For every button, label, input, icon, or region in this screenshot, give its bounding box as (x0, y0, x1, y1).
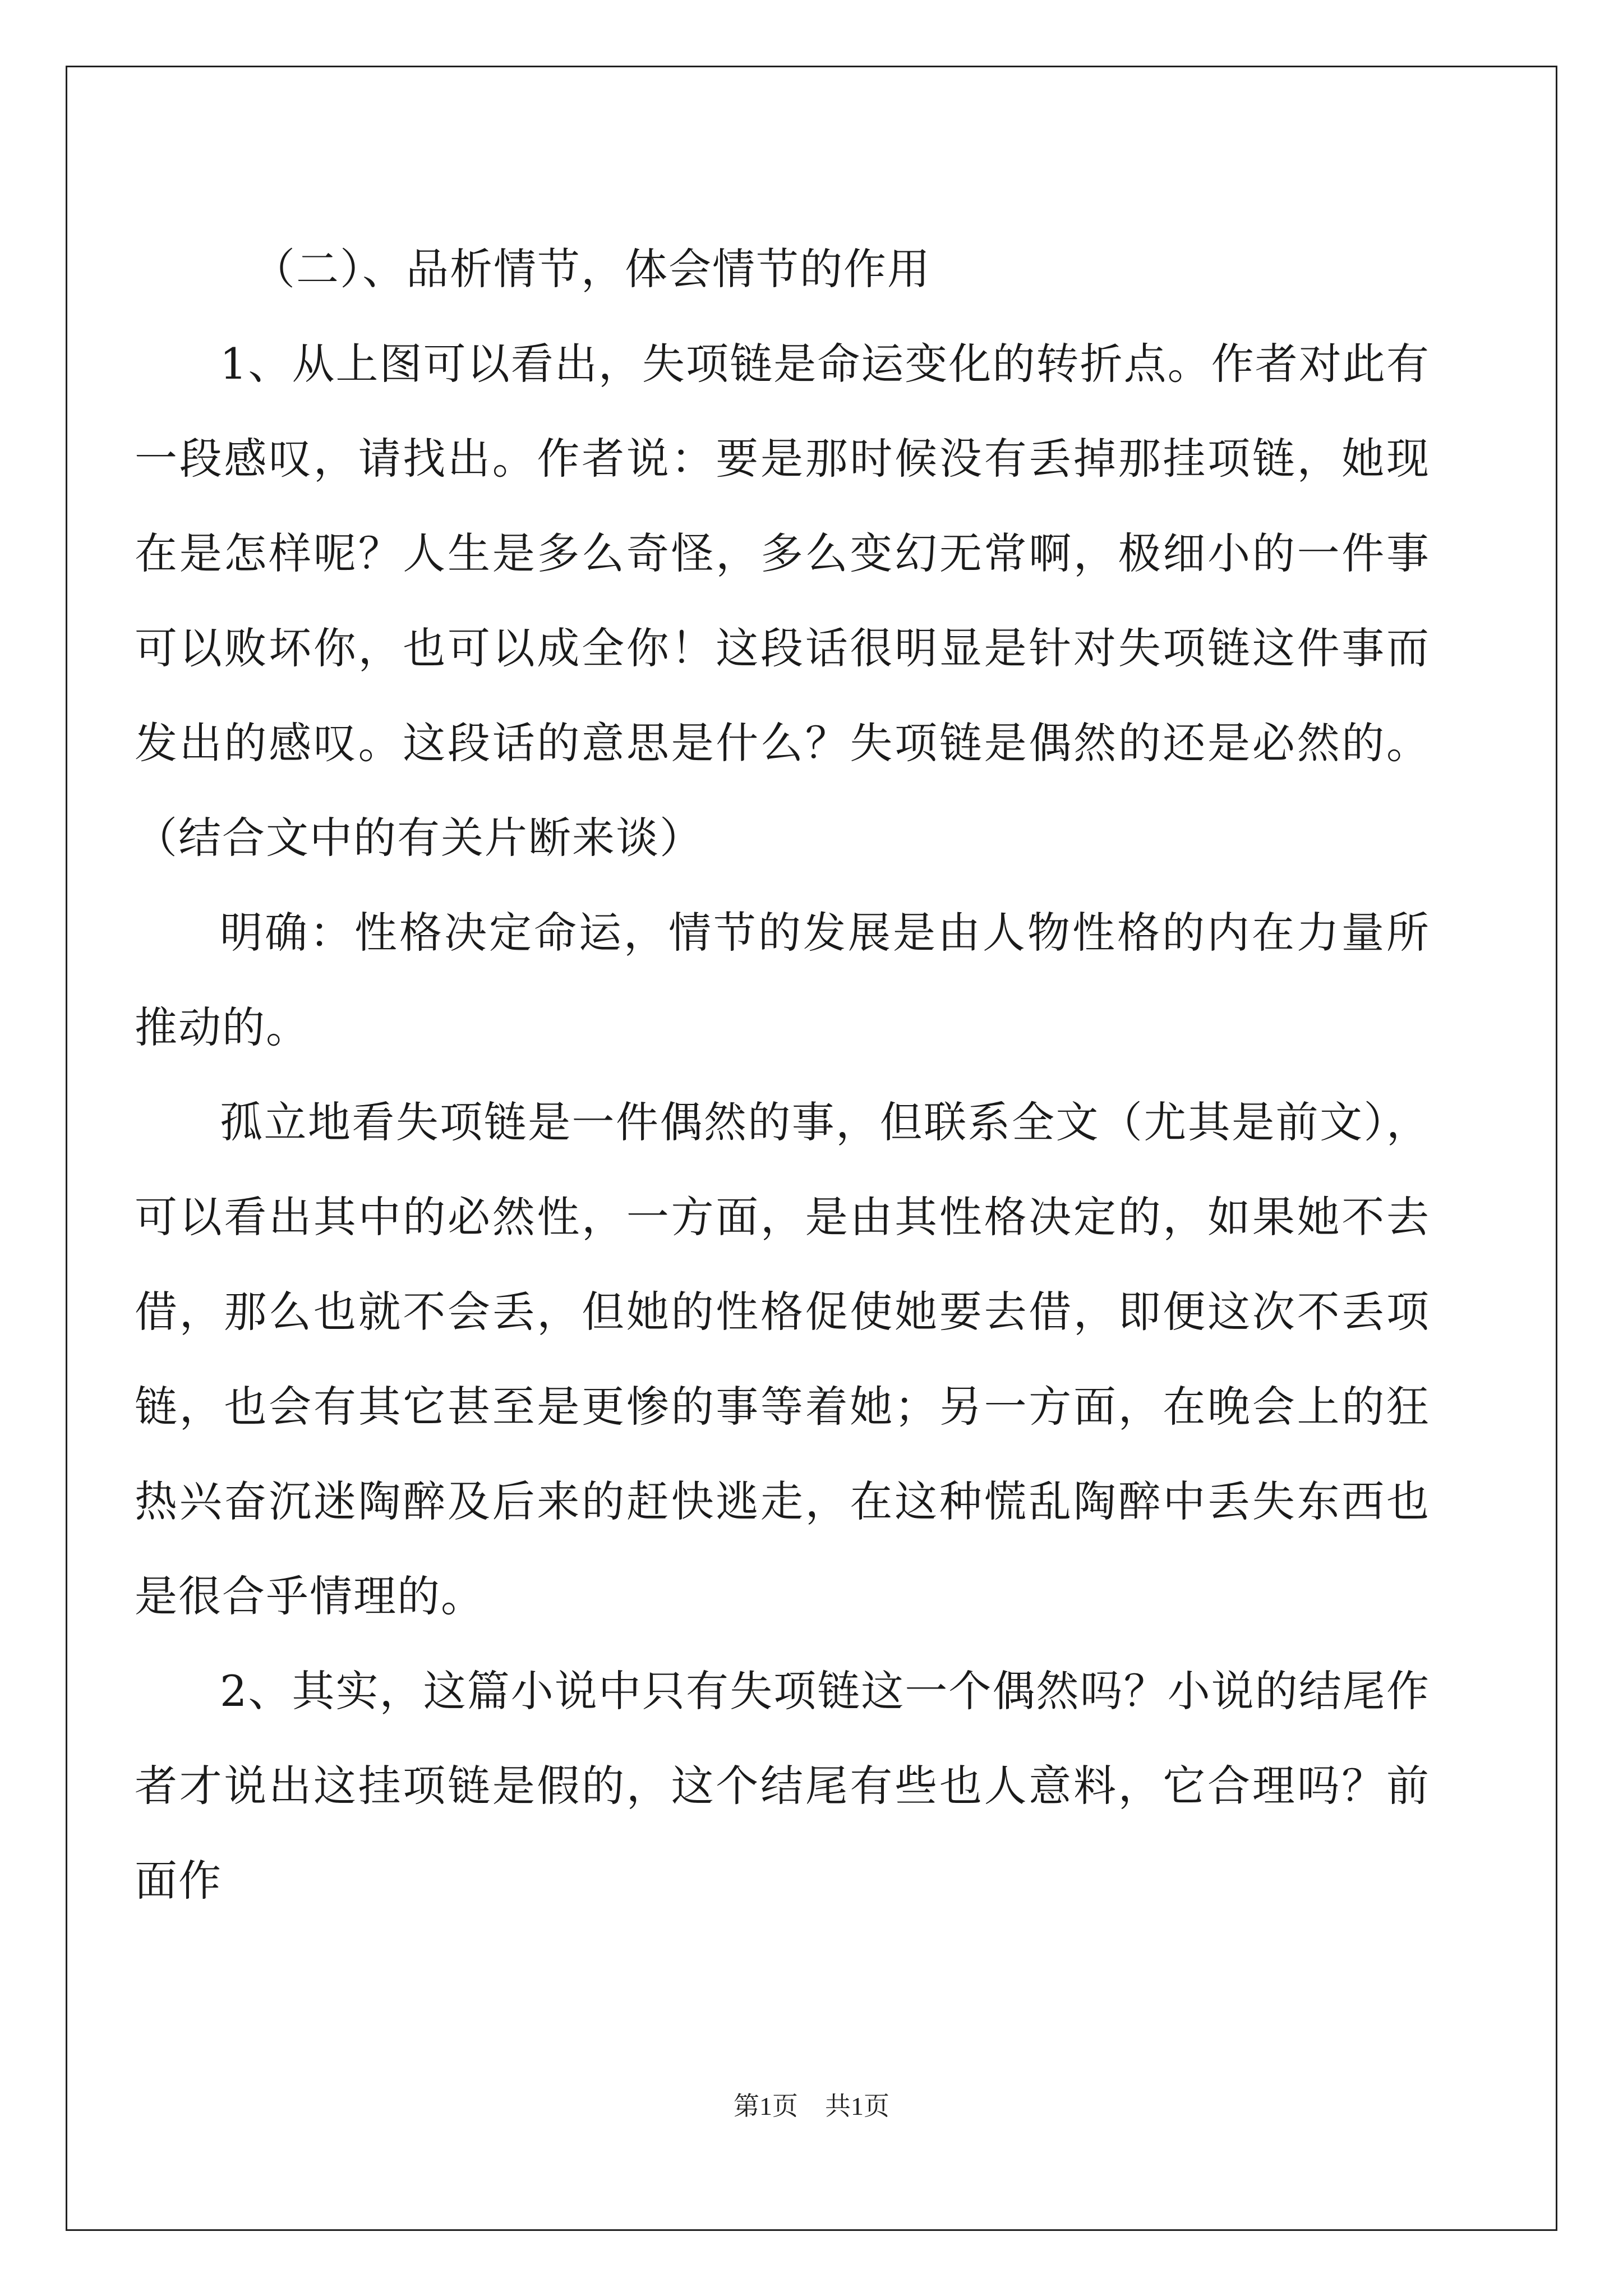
section-heading: （二）、品析情节，体会情节的作用 (252, 244, 931, 294)
page-footer (0, 2090, 1623, 2123)
paragraph-4: 2、其实，这篇小说中只有失项链这一个偶然吗？小说的结尾作者才说出这挂项链是假的，这个结尾有些也人意料，它合理吗？前面作 (135, 1666, 1430, 1906)
page-number-current: 第1页 (734, 2092, 798, 2120)
document-body (135, 222, 1430, 1928)
paragraph-1: 1、从上图可以看出，失项链是命运变化的转折点。作者对此有一段感叹，请找出。作者说：要是那时候没有丢掉那挂项链，她现在是怎样呢？人生是多么奇怪，多么变幻无常啊，极细小的一件事可以败坏你，也可以成全你！这段话很明显是针对失项链这件事而发出的感叹。这段话的意思是什么？失项链是偶然的还是必然的。（结合文中的有关片断来谈） (135, 339, 1430, 863)
paragraph-3: 孤立地看失项链是一件偶然的事，但联系全文（尤其是前文），可以看出其中的必然性，一方面，是由其性格决定的，如果她不去借，那么也就不会丢，但她的性格促使她要去借，即便这次不丢项链，也会有其它甚至是更惨的事等着她；另一方面，在晚会上的狂热兴奋沉迷陶醉及后来的赶快逃走，在这种慌乱陶醉中丢失东西也是很合乎情理的。 (135, 1097, 1430, 1621)
paragraph-2: 明确：性格决定命运，情节的发展是由人物性格的内在力量所推动的。 (135, 908, 1430, 1052)
page-number-total: 共1页 (825, 2092, 889, 2120)
